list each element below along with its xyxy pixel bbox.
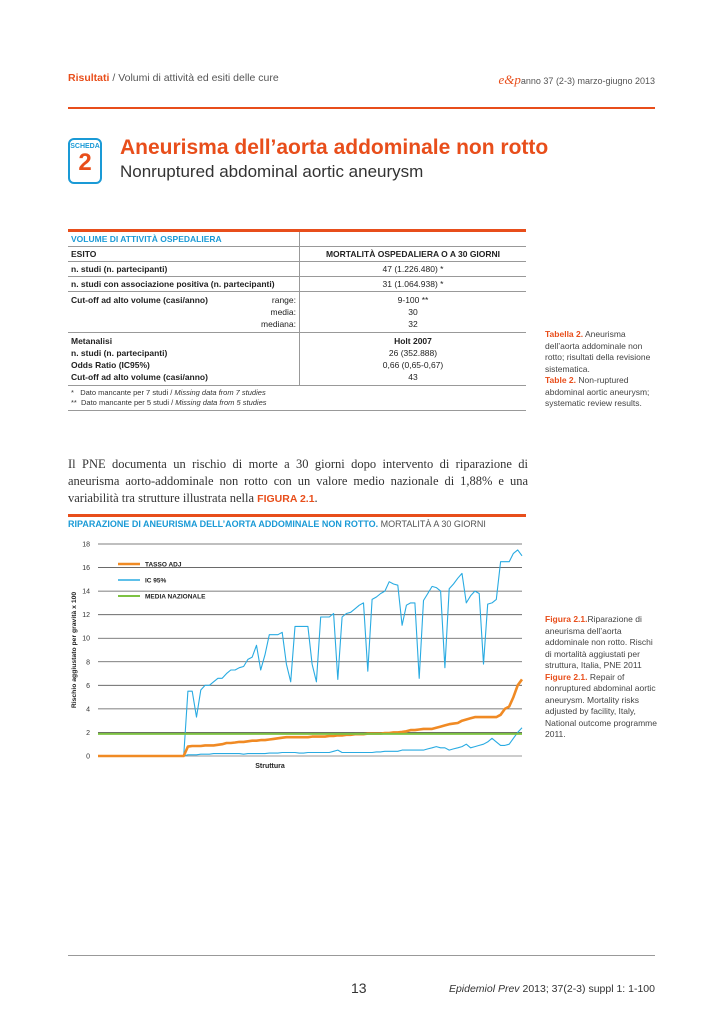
footer-rule <box>68 955 655 956</box>
row-value: 31 (1.064.938) * <box>382 279 444 289</box>
section-subtitle: Volumi di attività ed esiti delle cure <box>118 72 279 84</box>
y-tick-label: 4 <box>86 706 90 714</box>
meta-value: 43 <box>408 372 418 382</box>
scheda-number: 2 <box>78 149 92 176</box>
table-caption: Tabella 2. Aneurisma dell’aorta addominale non rotto; risultati della revisione sistematica. Table 2. Non-ruptured abdominal aortic aneurysm; systematic review results. <box>545 329 651 408</box>
figure-caption: Figura 2.1.Riparazione di aneurisma dell’aorta addominale non rotto. Rischi di mortalità aggiustati per struttura, Italia, PNE 2011 Figure 2.1. Repair of nonruptured abdominal aortic aneurysm. Mortality risks adjusted by facility, Italy, National outcome programme 2011. <box>545 614 657 739</box>
page-subtitle: Nonruptured abdominal aortic aneurysm <box>120 162 424 181</box>
cutoff-row <box>68 292 526 333</box>
cutoff-sub: media: <box>270 307 296 317</box>
body-paragraph: Il PNE documenta un rischio di morte a 30 giorni dopo intervento di riparazione di aneurisma aorto-addominale non rotto con un valore medio nazionale di 1,88% e una variabilità tra strutture illustrata nella FIGURA 2.1. <box>68 457 528 505</box>
table-notes <box>68 386 526 411</box>
meta-label: Odds Ratio (IC95%) <box>71 360 150 370</box>
running-header <box>68 72 279 84</box>
meta-value: Holt 2007 <box>394 336 432 346</box>
table-heading: VOLUME DI ATTIVITÀ OSPEDALIERA <box>68 232 300 246</box>
cutoff-sub: range: <box>271 295 296 305</box>
meta-row <box>68 333 526 386</box>
line-chart <box>68 534 530 774</box>
y-tick-label: 18 <box>82 541 90 549</box>
row-label: n. studi con associazione positiva (n. partecipanti) <box>68 277 300 291</box>
x-axis-label: Struttura <box>255 763 285 770</box>
meta-label: n. studi (n. partecipanti) <box>71 348 168 358</box>
meta-label: Cut-off ad alto volume (casi/anno) <box>71 372 208 382</box>
header-separator: / <box>109 72 119 84</box>
section-label: Risultati <box>68 72 110 84</box>
col2-header: MORTALITÀ OSPEDALIERA O A 30 GIORNI <box>325 249 501 259</box>
page-number: 13 <box>351 980 367 996</box>
legend-label: TASSO ADJ <box>145 561 182 569</box>
meta-value: 0,66 (0,65-0,67) <box>382 360 444 370</box>
y-tick-label: 16 <box>82 565 90 573</box>
cutoff-label: Cut-off ad alto volume (casi/anno) <box>71 295 208 305</box>
col1-header: ESITO <box>68 247 300 261</box>
table-row <box>68 277 526 292</box>
y-tick-label: 10 <box>82 635 90 643</box>
table-note: * Dato mancante per 7 studi / Missing data from 7 studies <box>71 388 266 397</box>
header-rule <box>68 107 655 109</box>
series-line-tasso <box>98 679 522 756</box>
row-label: n. studi (n. partecipanti) <box>68 262 300 276</box>
table-header-row <box>68 247 526 262</box>
scheda-label: SCHEDA <box>70 143 100 150</box>
row-value: 47 (1.226.480) * <box>382 264 444 274</box>
table-note: ** Dato mancante per 5 studi / Missing data from 5 studies <box>71 398 267 407</box>
scheda-badge <box>68 138 102 184</box>
y-axis-label: Rischio aggiustato per gravità x 100 <box>71 591 78 709</box>
journal-logo: e&p <box>498 72 521 87</box>
legend-label: IC 95% <box>145 577 167 585</box>
series-line-ic-low <box>98 728 522 756</box>
journal-citation: Epidemiol Prev 2013; 37(2-3) suppl 1: 1-100 <box>448 983 655 995</box>
results-table <box>68 229 526 411</box>
issue-label: anno 37 (2-3) marzo-giugno 2013 <box>520 76 655 86</box>
cutoff-sub: mediana: <box>261 319 296 329</box>
cutoff-value: 32 <box>408 319 418 329</box>
cutoff-value: 30 <box>408 307 418 317</box>
legend-label: MEDIA NAZIONALE <box>145 593 206 601</box>
chart-top-rule <box>68 514 526 517</box>
table-row <box>68 262 526 277</box>
page-title: Aneurisma dell’aorta addominale non rotto <box>120 136 549 159</box>
y-tick-label: 12 <box>82 612 90 620</box>
meta-value: 26 (352.888) <box>388 348 438 358</box>
table-heading-row <box>68 232 526 247</box>
cutoff-value: 9-100 ** <box>397 295 429 305</box>
y-tick-label: 6 <box>86 682 90 690</box>
y-tick-label: 2 <box>86 729 90 737</box>
meta-label: Metanalisi <box>71 336 113 346</box>
y-tick-label: 14 <box>82 588 90 596</box>
figure-reference[interactable]: FIGURA 2.1 <box>257 493 315 505</box>
y-tick-label: 8 <box>86 659 90 667</box>
chart-title: RIPARAZIONE DI ANEURISMA DELL’AORTA ADDOMINALE NON ROTTO. MORTALITÀ A 30 GIORNI <box>68 519 486 529</box>
y-tick-label: 0 <box>86 753 90 761</box>
issue-info <box>499 72 655 88</box>
